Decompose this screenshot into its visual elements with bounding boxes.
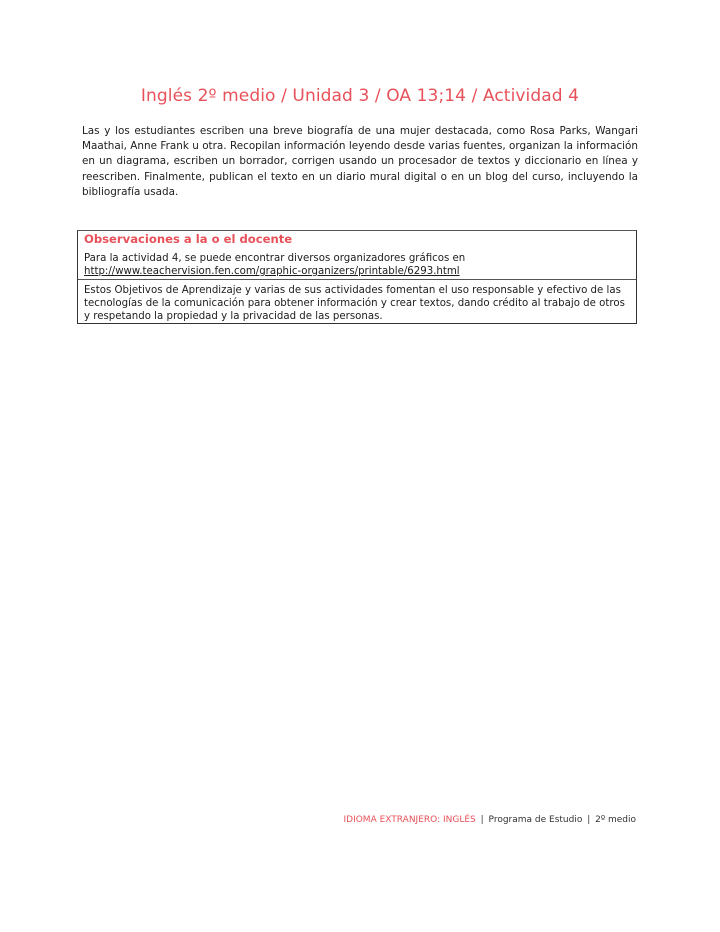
observations-paragraph-1 xyxy=(84,252,632,278)
activity-description: Las y los estudiantes escriben una breve biografía de una mujer destacada, como Rosa Parks, Wangari Maathai, Anne Frank u otra. Recopilan información leyendo desde varias fuentes, organizan la información en un diagrama, escriben un borrador, corrigen usando un procesador de textos y diccionario en línea y reescriben. Finalmente, publican el texto en un diario mural digital o en un blog del curso, incluyendo la bibliografía usada. xyxy=(82,125,638,198)
observations-paragraph-2: Estos Objetivos de Aprendizaje y varias de sus actividades fomentan el uso responsable y efectivo de las tecnologías de la comunicación para obtener información y crear textos, dando crédito al trabajo de otros y respetando la propiedad y la privacidad de las personas. xyxy=(84,285,625,322)
teacher-observations-box xyxy=(77,230,637,324)
footer-separator-1: | xyxy=(480,815,484,825)
graphic-organizers-link[interactable]: http://www.teachervision.fen.com/graphic-organizers/printable/6293.html xyxy=(84,266,460,277)
footer-subject: IDIOMA EXTRANJERO: INGLÉS xyxy=(343,815,476,825)
footer-separator-2: | xyxy=(587,815,591,825)
footer-program: Programa de Estudio xyxy=(488,815,583,825)
page-footer xyxy=(343,815,636,825)
observations-heading: Observaciones a la o el docente xyxy=(84,232,293,246)
observations-divider xyxy=(78,279,636,280)
page-title: Inglés 2º medio / Unidad 3 / OA 13;14 / Actividad 4 xyxy=(140,86,580,106)
observations-paragraph-1-text: Para la actividad 4, se puede encontrar diversos organizadores gráficos en xyxy=(84,253,466,264)
footer-grade: 2º medio xyxy=(595,815,636,825)
